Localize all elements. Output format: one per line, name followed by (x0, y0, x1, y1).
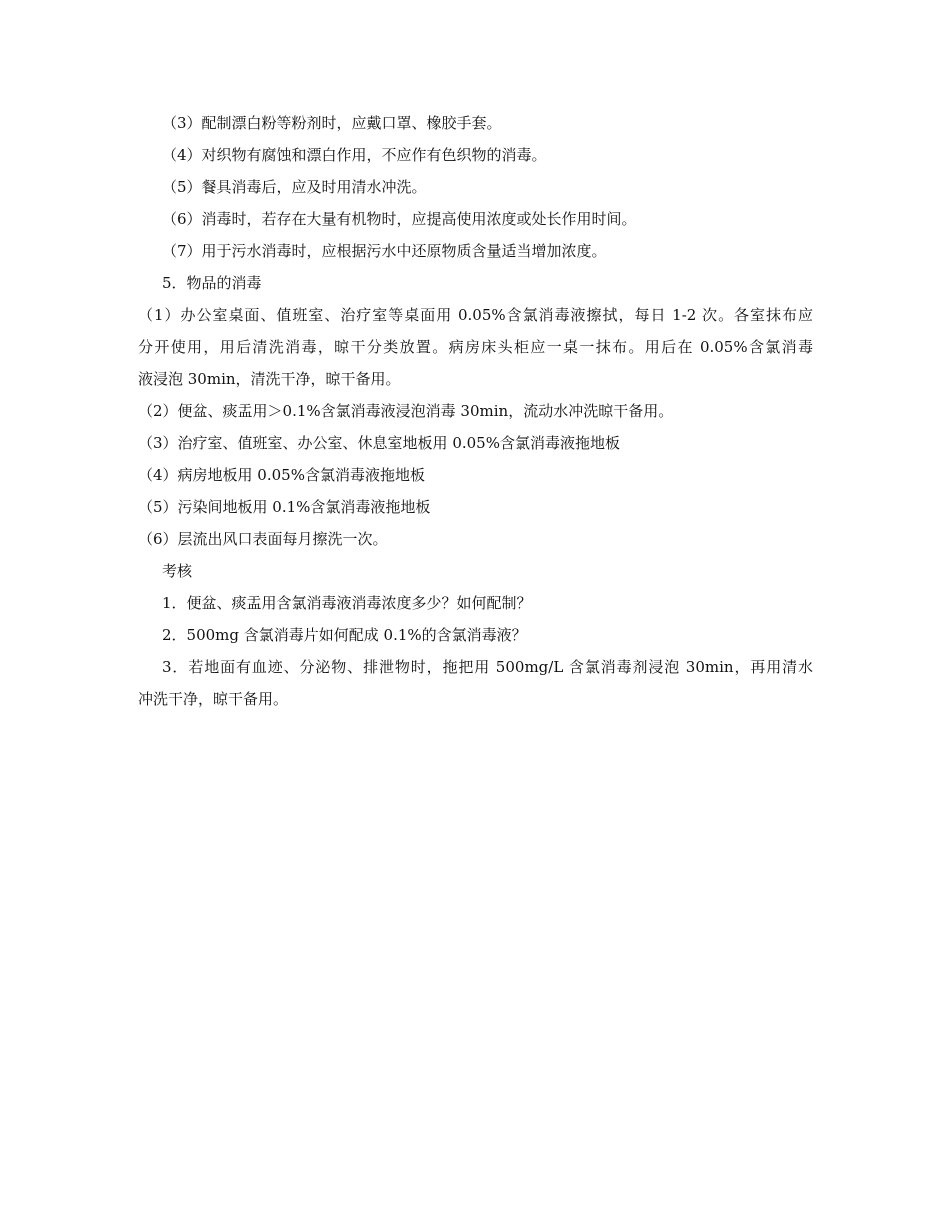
list-item: （5）污染间地板用 0.1%含氯消毒液拖地板 (138, 498, 431, 516)
paragraph-line: 冲洗干净，晾干备用。 (138, 690, 289, 708)
document-body (138, 112, 813, 720)
list-item: （3）治疗室、值班室、办公室、休息室地板用 0.05%含氯消毒液拖地板 (138, 434, 620, 452)
note-line: （6）消毒时，若存在大量有机物时，应提高使用浓度或处长作用时间。 (162, 210, 637, 228)
assessment-heading: 考核 (162, 562, 193, 580)
list-item: （2）便盆、痰盂用＞0.1%含氯消毒液浸泡消毒 30min，流动水冲洗晾干备用。 (138, 402, 674, 420)
question-item: 2．500mg 含氯消毒片如何配成 0.1%的含氯消毒液？ (162, 626, 527, 644)
list-item: （6）层流出风口表面每月擦洗一次。 (138, 530, 388, 548)
section-heading: 5．物品的消毒 (162, 274, 262, 292)
note-line: （3）配制漂白粉等粉剂时，应戴口罩、橡胶手套。 (162, 114, 502, 132)
paragraph-line: 液浸泡 30min，清洗干净，晾干备用。 (138, 370, 401, 388)
note-line: （5）餐具消毒后，应及时用清水冲洗。 (162, 178, 427, 196)
note-line: （4）对织物有腐蚀和漂白作用，不应作有色织物的消毒。 (162, 146, 547, 164)
paragraph-line: （1）办公室桌面、值班室、治疗室等桌面用 0.05%含氯消毒液擦拭，每日 1-2 次。各室抹布应 (138, 306, 813, 324)
note-line: （7）用于污水消毒时，应根据污水中还原物质含量适当增加浓度。 (162, 242, 607, 260)
item-1-paragraph (138, 304, 813, 390)
list-item: （4）病房地板用 0.05%含氯消毒液拖地板 (138, 466, 425, 484)
question-3-paragraph (138, 656, 813, 710)
paragraph-line: 分开使用，用后清洗消毒，晾干分类放置。病房床头柜应一桌一抹布。用后在 0.05%含氯消毒 (138, 338, 813, 356)
paragraph-line: 3．若地面有血迹、分泌物、排泄物时，拖把用 500mg/L 含氯消毒剂浸泡 30min，再用清水 (162, 658, 813, 676)
question-item: 1．便盆、痰盂用含氯消毒液消毒浓度多少？如何配制？ (162, 594, 532, 612)
